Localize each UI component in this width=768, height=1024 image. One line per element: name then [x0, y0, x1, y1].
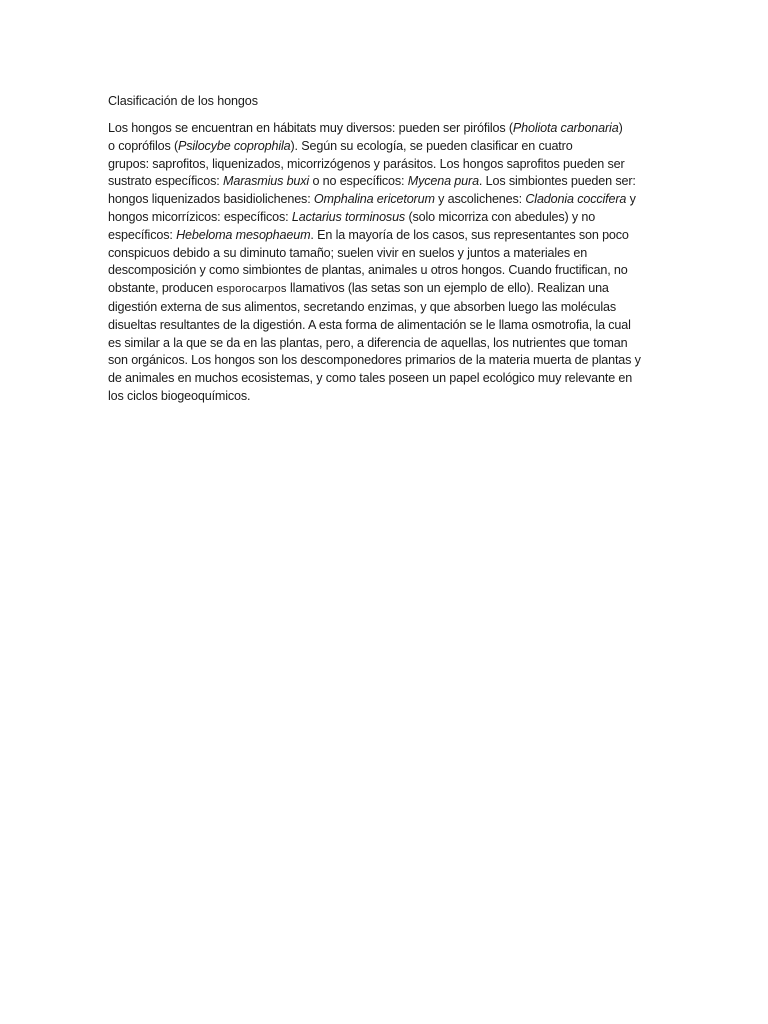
text-run: obstante, producen: [108, 281, 217, 296]
text-run: ). Según su ecología, se pueden clasificar en cuatro: [290, 138, 573, 153]
text-run: es similar a la que se da en las plantas, pero, a diferencia de aquellas, los nutrientes que toman: [108, 335, 628, 350]
species-name: Lactarius torminosus: [291, 209, 406, 224]
species-name: Marasmius buxi: [223, 174, 310, 189]
text-run: Los hongos se encuentran en hábitats muy diversos: pueden ser pirófilos (: [108, 121, 513, 135]
species-name: Hebeloma mesophaeum: [176, 227, 311, 242]
species-name: Cladonia coccifera: [525, 192, 627, 207]
text-run: . En la mayoría de los casos, sus representantes son poco: [310, 227, 629, 242]
text-run: hongos micorrízicos: específicos:: [108, 209, 292, 224]
text-run: . Los simbiontes pueden ser:: [478, 174, 636, 189]
text-run: los ciclos biogeoquímicos.: [108, 388, 251, 403]
text-run: disueltas resultantes de la digestión. A esta forma de alimentación se le llama osmotrofia, la cual: [108, 317, 631, 332]
species-name: Pholiota carbonaria: [512, 121, 619, 135]
species-name: Mycena pura: [407, 174, 479, 189]
text-run: de animales en muchos ecosistemas, y como tales poseen un papel ecológico muy relevante en: [108, 371, 633, 386]
text-run: son orgánicos. Los hongos son los descomponedores primarios de la materia muerta de plantas y: [108, 353, 641, 368]
text-run: y: [626, 192, 636, 207]
species-name: Omphalina ericetorum: [313, 192, 435, 207]
text-run: (solo micorriza con abedules) y no: [405, 209, 596, 224]
text-run: y ascolichenes:: [434, 192, 526, 207]
page-content: [108, 92, 668, 406]
text-run: específicos:: [108, 227, 177, 242]
text-run: descomposición y como simbiontes de plantas, animales u otros hongos. Cuando fructifican, no: [108, 263, 628, 278]
text-run: sustrato específicos:: [108, 174, 223, 189]
text-run: grupos: saprofitos, liquenizados, micorrizógenos y parásitos. Los hongos saprofitos pueden ser: [108, 156, 625, 171]
document-title: Clasificación de los hongos: [108, 94, 258, 108]
species-name: Psilocybe coprophila: [178, 138, 291, 153]
text-run: conspicuos debido a su diminuto tamaño; suelen vivir en suelos y juntos a materiales en: [108, 245, 588, 260]
text-run: o no específicos:: [309, 174, 408, 189]
text-run: hongos liquenizados basidiolichenes:: [108, 192, 314, 207]
text-run: digestión externa de sus alimentos, secretando enzimas, y que absorben luego las moléculas: [108, 299, 617, 314]
text-run: ): [618, 121, 623, 135]
text-run: o coprófilos (: [108, 138, 178, 153]
text-run: llamativos (las setas son un ejemplo de ello). Realizan una: [286, 281, 609, 296]
term-text: esporocarpos: [216, 283, 287, 296]
document-paragraph: [108, 120, 668, 406]
